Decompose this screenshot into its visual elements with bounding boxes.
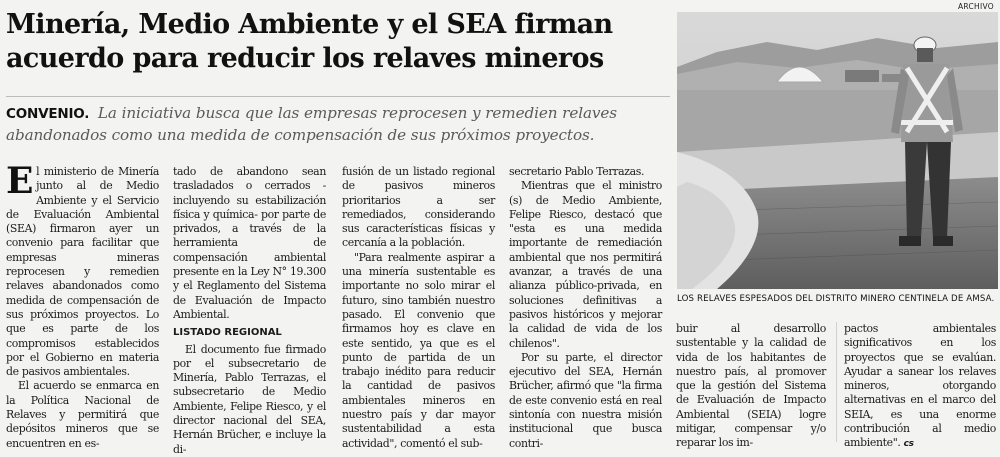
subhead-text: La iniciativa busca que las empresas reprocesen y remedien relaves abandonados como una medida de compensación de sus próximos proyectos. [6,104,617,144]
body-paragraph: "Para realmente aspirar a una minería sustentable es importante no solo mirar el futuro, sino también nuestro pasado. El convenio que firmamos hoy es clave en este sentido, ya que es el punto de partida de un trabajo inédito para reducir la cantidad de pasivos ambientales mineros en nuestro país y dar mayor sustentabilidad a esta actividad", comentó el sub- [342,250,495,450]
photo-caption: LOS RELAVES ESPESADOS DEL DISTRITO MINERO CENTINELA DE AMSA. [677,294,995,304]
body-paragraph: tado de abandono sean trasladados o cerrados -incluyendo su estabilización física y química- por parte de privados, a través de la herramienta de compensación ambiental presente en la Ley N° 19.300 y el Reglamento del Sistema de Evaluación de Impacto Ambiental. [173,165,326,321]
article-column-4 [509,165,662,450]
body-paragraph: El ministerio de Minería junto al de Medio Ambiente y el Servicio de Evaluación Ambiental (SEA) firmaron ayer un convenio para facilitar que empresas mineras reprocesen y remedien relaves abandonados como medida de compensación de sus próximos proyectos. Lo que es parte de los compromisos establecidos por el Gobierno en materia de pasivos ambientales. [6,160,159,379]
headline-line-1: Minería, Medio Ambiente y el SEA firman [6,9,613,40]
body-paragraph: El acuerdo se enmarca en la Política Nacional de Relaves y permitirá que depósitos mineros que se encuentren en es- [6,379,159,450]
article-column-1 [6,160,159,450]
headline-line-2: acuerdo para reducir los relaves mineros [6,43,604,74]
headline-divider [6,96,670,97]
closing-text: pactos ambientales significativos en los proyectos que se evalúan. Ayudar a sanear los relaves mineros, otorgando alternativas en el marco del SEIA, es una enorme contribución al medio ambiente". [844,322,996,450]
article-column-2 [173,165,326,456]
article-column-5 [676,322,826,450]
end-mark: cs [903,439,914,450]
body-paragraph: secretario Pablo Terrazas. [509,165,645,178]
subheadline [6,103,670,146]
body-paragraph: fusión de un listado regional de pasivos mineros prioritarios a ser remediados, considerando sus características físicas y cercanía a la población. [342,165,495,250]
body-paragraph: Mientras que el ministro (s) de Medio Ambiente, Felipe Riesco, destacó que "esta es una medida importante de remediación ambiental que nos permitirá avanzar, a través de una alianza público-privada, en soluciones definitivas a pasivos históricos y mejorar la calidad de vida de los chilenos". [509,179,662,350]
column-divider [836,322,837,442]
headline [6,8,672,76]
photo-credit: ARCHIVO [957,2,994,11]
body-paragraph [844,322,996,452]
body-paragraph: El documento fue firmado por el subsecretario de Minería, Pablo Terrazas, el subsecretario de Medio Ambiente, Felipe Riesco, y el director nacional del SEA, Hernán Brücher, e incluye la di- [173,342,326,456]
article-column-6 [844,322,996,450]
article-photo [677,12,998,289]
body-paragraph: buir al desarrollo sustentable y la calidad de vida de los habitantes de nuestro país, al promover que la gestión del Sistema de Evaluación de Impacto Ambiental (SEIA) logre mitigar, compensar y/o reparar los im- [676,322,826,450]
subhead-kicker: CONVENIO. [6,106,90,122]
mining-worker-photo [677,12,998,289]
section-heading: LISTADO REGIONAL [173,327,282,339]
article-column-3 [342,165,495,450]
body-paragraph: Por su parte, el director ejecutivo del SEA, Hernán Brücher, afirmó que "la firma de este convenio está en real sintonía con nuestra misión institucional que busca contri- [509,350,662,450]
